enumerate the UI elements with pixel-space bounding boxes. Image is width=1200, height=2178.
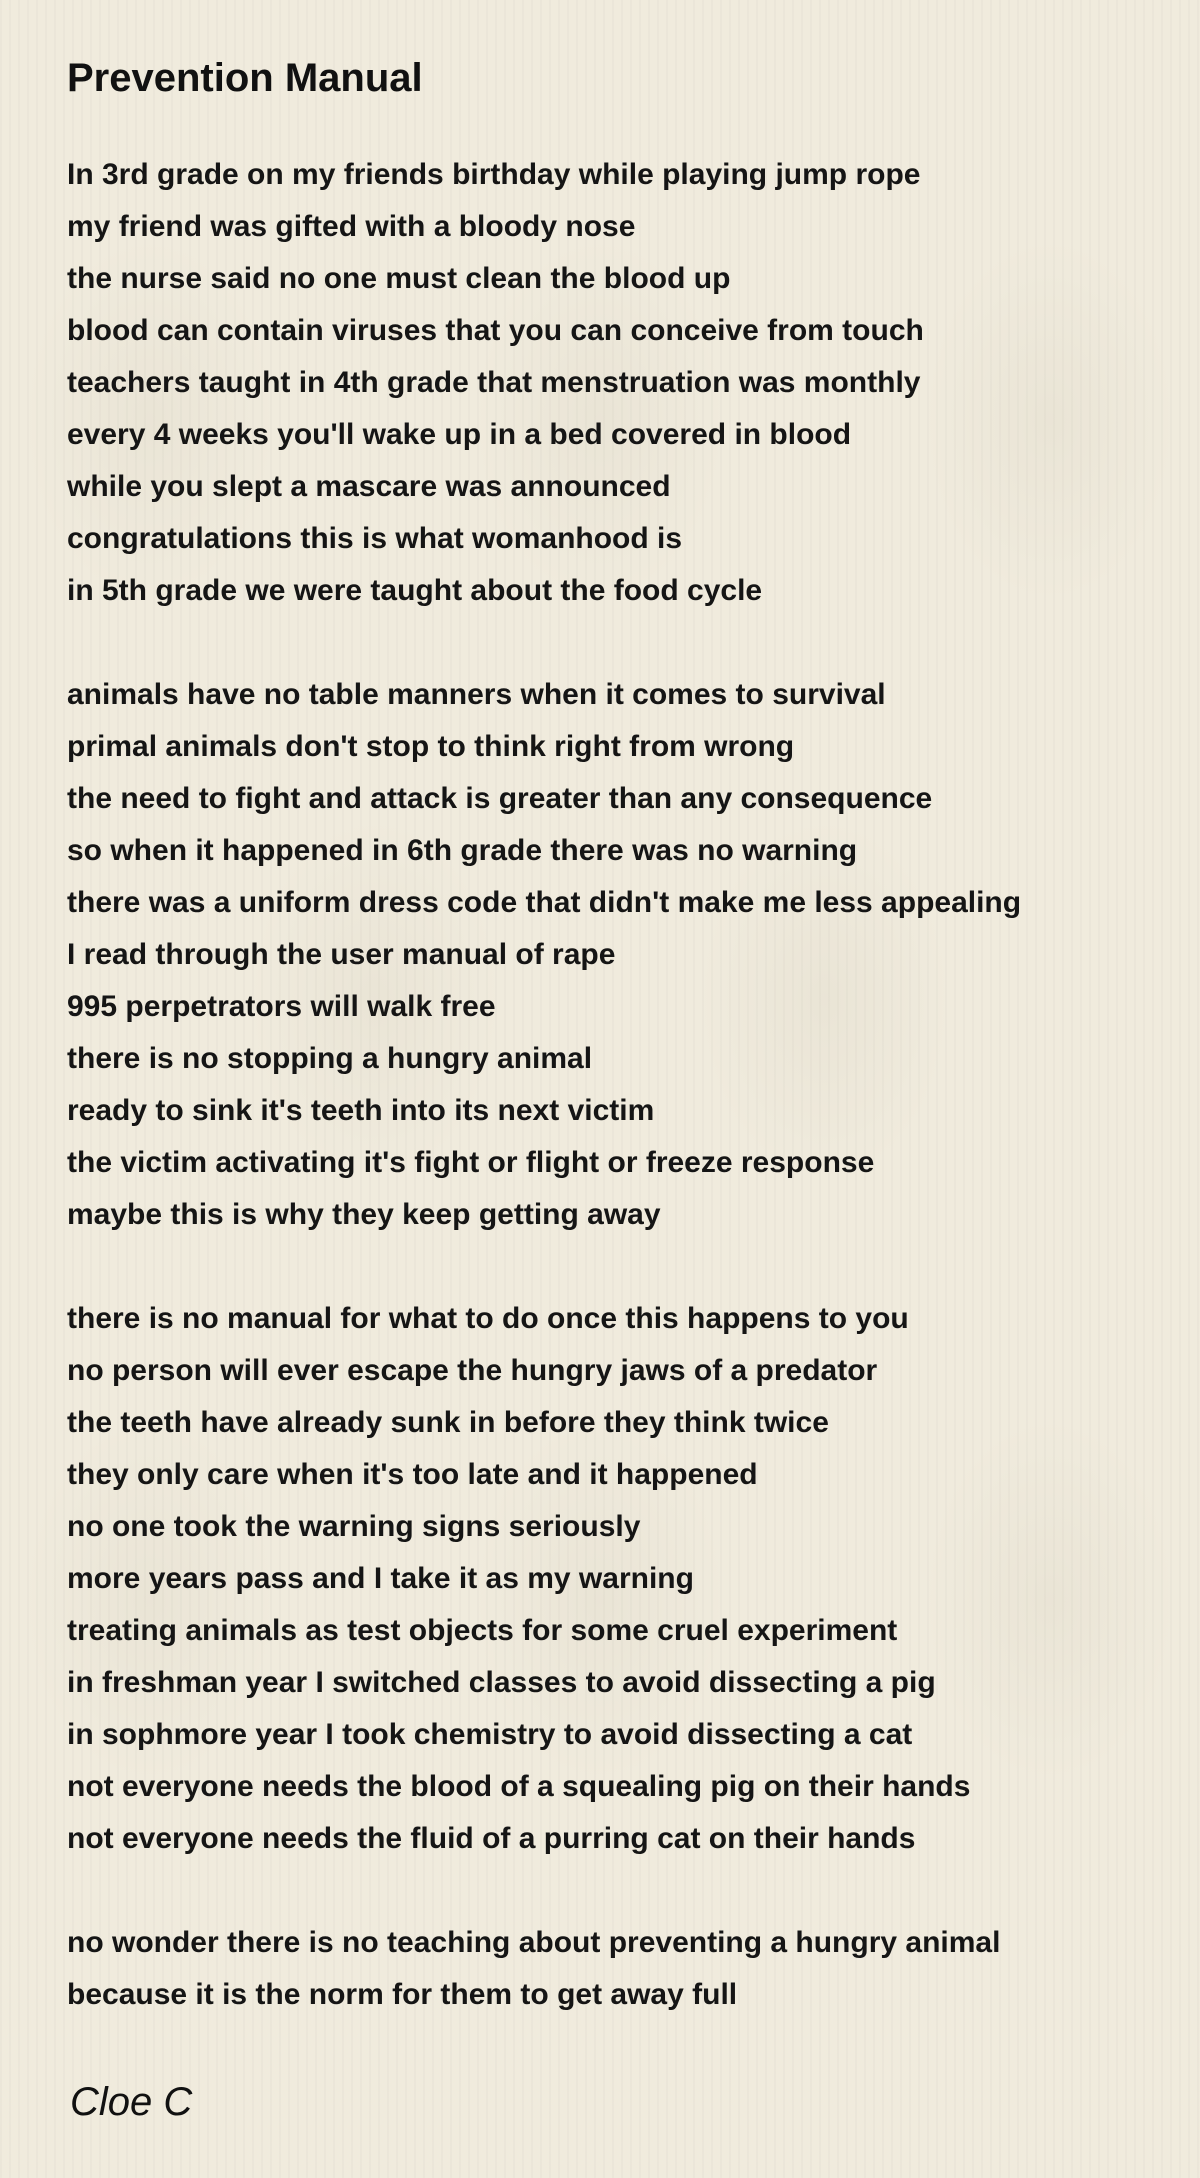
poem-line: I read through the user manual of rape (67, 938, 616, 971)
poem-line: because it is the norm for them to get away full (67, 1978, 738, 2011)
poem-stanza (67, 149, 1177, 617)
poem-line: blood can contain viruses that you can conceive from touch (67, 314, 924, 347)
poem-line: not everyone needs the blood of a squealing pig on their hands (67, 1770, 971, 1803)
poem-line: teachers taught in 4th grade that menstruation was monthly (67, 366, 921, 399)
poem-line: ready to sink it's teeth into its next victim (67, 1094, 655, 1127)
poem-line: the need to fight and attack is greater than any consequence (67, 782, 933, 815)
poem-line: no one took the warning signs seriously (67, 1510, 641, 1543)
poem-author: Cloe C (70, 2080, 193, 2124)
poem-line: no person will ever escape the hungry jaws of a predator (67, 1354, 878, 1387)
poem-line: animals have no table manners when it comes to survival (67, 678, 886, 711)
poem-stanza (67, 669, 1177, 1241)
poem-line: In 3rd grade on my friends birthday while playing jump rope (67, 158, 921, 191)
poem-line: no wonder there is no teaching about preventing a hungry animal (67, 1926, 1001, 1959)
poem-line: the teeth have already sunk in before they think twice (67, 1406, 829, 1439)
poem-line: they only care when it's too late and it happened (67, 1458, 758, 1491)
poem-line: while you slept a mascare was announced (67, 470, 671, 503)
poem-line: there was a uniform dress code that didn't make me less appealing (67, 886, 1022, 919)
poem-stanza (67, 1293, 1177, 1865)
poem-line: maybe this is why they keep getting away (67, 1198, 661, 1231)
poem-stanza (67, 1917, 1177, 2021)
poem-title: Prevention Manual (67, 56, 423, 100)
poem-line: the victim activating it's fight or flight or freeze response (67, 1146, 875, 1179)
poem-line: every 4 weeks you'll wake up in a bed covered in blood (67, 418, 852, 451)
poem-line: the nurse said no one must clean the blood up (67, 262, 731, 295)
poem-line: my friend was gifted with a bloody nose (67, 210, 636, 243)
poem-line: congratulations this is what womanhood is (67, 522, 683, 555)
poem-line: there is no stopping a hungry animal (67, 1042, 593, 1075)
poem-line: 995 perpetrators will walk free (67, 990, 496, 1023)
poem-line: not everyone needs the fluid of a purring cat on their hands (67, 1822, 916, 1855)
poem-line: there is no manual for what to do once this happens to you (67, 1302, 909, 1335)
poem-line: in 5th grade we were taught about the food cycle (67, 574, 763, 607)
poem-line: in sophmore year I took chemistry to avoid dissecting a cat (67, 1718, 913, 1751)
poem-line: more years pass and I take it as my warning (67, 1562, 694, 1595)
poem-line: in freshman year I switched classes to avoid dissecting a pig (67, 1666, 936, 1699)
poem-line: so when it happened in 6th grade there was no warning (67, 834, 858, 867)
poem-body (67, 149, 1177, 2073)
poem-line: primal animals don't stop to think right from wrong (67, 730, 795, 763)
poem-line: treating animals as test objects for some cruel experiment (67, 1614, 898, 1647)
